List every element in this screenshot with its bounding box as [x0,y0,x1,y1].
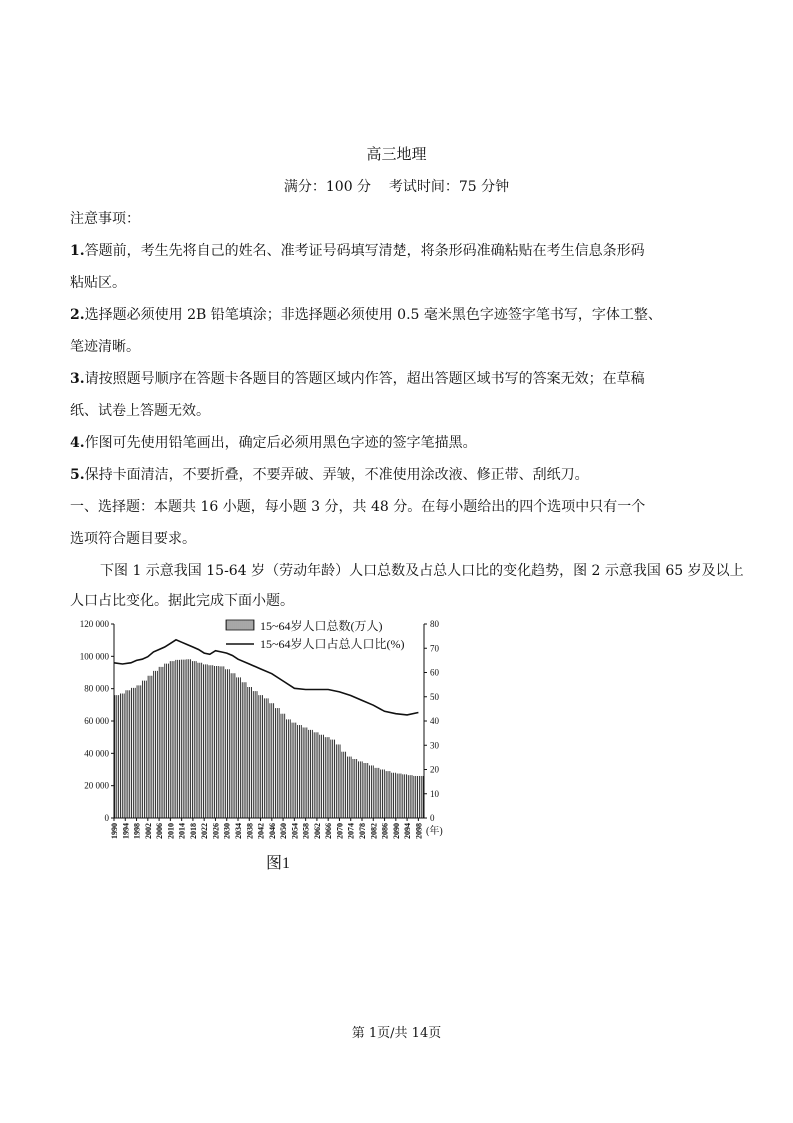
notice-heading: 注意事项： [70,211,140,227]
x-tick-label: 2062 [312,823,322,839]
notice-item-3-line-1: 3.请按照题号顺序在答题卡各题目的答题区域内作答，超出答题区域书写的答案无效；在草稿 [70,371,645,387]
x-tick-label: 2030 [222,823,232,839]
notice-item-1-line-1: 1.答题前，考生先将自己的姓名、准考证号码填写清楚，将条形码准确粘贴在考生信息条形码 [70,243,645,259]
right-tick-label: 30 [430,740,439,751]
right-tick-label: 10 [430,788,439,799]
left-tick-label: 20 000 [84,780,109,791]
x-tick-label: 2010 [166,823,176,839]
bar-series [115,659,423,818]
legend [226,618,404,651]
population-chart [66,610,466,880]
notice-item-2-line-2: 笔迹清晰。 [70,339,140,355]
x-tick-label: 2038 [245,823,255,839]
right-tick-label: 80 [430,619,439,629]
left-tick-label: 80 000 [84,683,109,694]
page-footer: 第 1页/共 14页 [351,1026,442,1041]
notice-item-3-num: 3. [70,371,85,387]
legend-line-label: 15~64岁人口占总人口比(%) [260,637,405,651]
x-tick-label: 1994 [121,823,131,839]
x-tick-label: 2014 [177,823,187,839]
x-tick-label: 2078 [358,823,367,839]
x-tick-label: 2022 [200,823,210,839]
notice-item-3-line-2: 纸、试卷上答题无效。 [70,403,210,419]
right-tick-label: 50 [430,691,439,702]
x-tick-label: 2002 [143,823,153,839]
x-tick-label: 2074 [346,823,356,839]
x-tick-label: 2050 [279,823,289,839]
x-tick-label: 2026 [211,823,221,839]
notice-item-1-line-2: 粘贴区。 [70,275,126,291]
left-tick-label: 120 000 [79,619,109,629]
right-tick-label: 20 [430,764,439,775]
x-tick-label: 2098 [414,823,424,839]
x-tick-label: 2054 [290,823,300,839]
notice-item-4: 4.作图可先使用铅笔画出，确定后必须用黑色字迹的签字笔描黑。 [70,435,477,451]
right-tick-label: 40 [430,716,439,726]
page-title: 高三地理 [366,145,427,163]
left-tick-label: 0 [104,813,109,823]
x-tick-label: 2006 [155,823,165,839]
right-tick-label: 70 [430,643,439,654]
notice-item-5: 5.保持卡面清洁，不要折叠，不要弄破、弄皱，不准使用涂改液、修正带、刮纸刀。 [70,467,589,483]
x-tick-label: 2046 [267,823,277,839]
notice-item-2-line-1: 2.选择题必须使用 2B 铅笔填涂；非选择题必须使用 0.5 毫米黑色字迹签字笔书写，字体工整、 [70,307,662,323]
x-tick-label: 2034 [234,823,243,839]
x-tick-label: 1998 [132,823,142,839]
x-tick-label: 2066 [324,823,334,839]
exam-info: 满分：100 分 考试时间：75 分钟 [283,179,510,195]
x-tick-label: 2070 [335,823,345,839]
notice-item-2-num: 2. [70,307,85,323]
chart-caption: 图1 [265,855,291,872]
left-tick-label: 60 000 [84,716,109,726]
right-tick-label: 60 [430,667,439,678]
right-tick-label: 0 [430,813,435,823]
section-heading-line-2: 选项符合题目要求。 [70,531,196,547]
x-tick-label: 2086 [380,823,390,839]
notice-item-4-num: 4. [70,435,85,451]
legend-bar-swatch [226,620,254,630]
x-tick-label: 2058 [301,823,311,839]
intro-line-2: 人口占比变化。据此完成下面小题。 [70,593,294,609]
intro-line-1: 下图 1 示意我国 15-64 岁（劳动年龄）人口总数及占总人口比的变化趋势，图 2 示意我国 65 岁及以上 [100,563,744,579]
x-tick-label: 2094 [403,823,413,839]
notice-item-5-num: 5. [70,467,85,483]
legend-bar-label: 15~64岁人口总数(万人) [260,619,383,633]
left-tick-label: 100 000 [79,651,109,662]
notice-item-1-num: 1. [70,243,85,259]
x-tick-label: 2042 [256,823,266,839]
x-tick-label: 2090 [391,823,401,839]
x-tick-label: 2018 [188,823,198,839]
section-heading-line-1: 一、选择题：本题共 16 小题，每小题 3 分，共 48 分。在每小题给出的四个选项中只有一个 [70,499,646,515]
left-tick-label: 40 000 [84,748,109,759]
x-tick-label: 2082 [369,823,379,839]
x-unit-label: (年) [426,826,443,837]
x-tick-label: 1990 [110,823,119,839]
